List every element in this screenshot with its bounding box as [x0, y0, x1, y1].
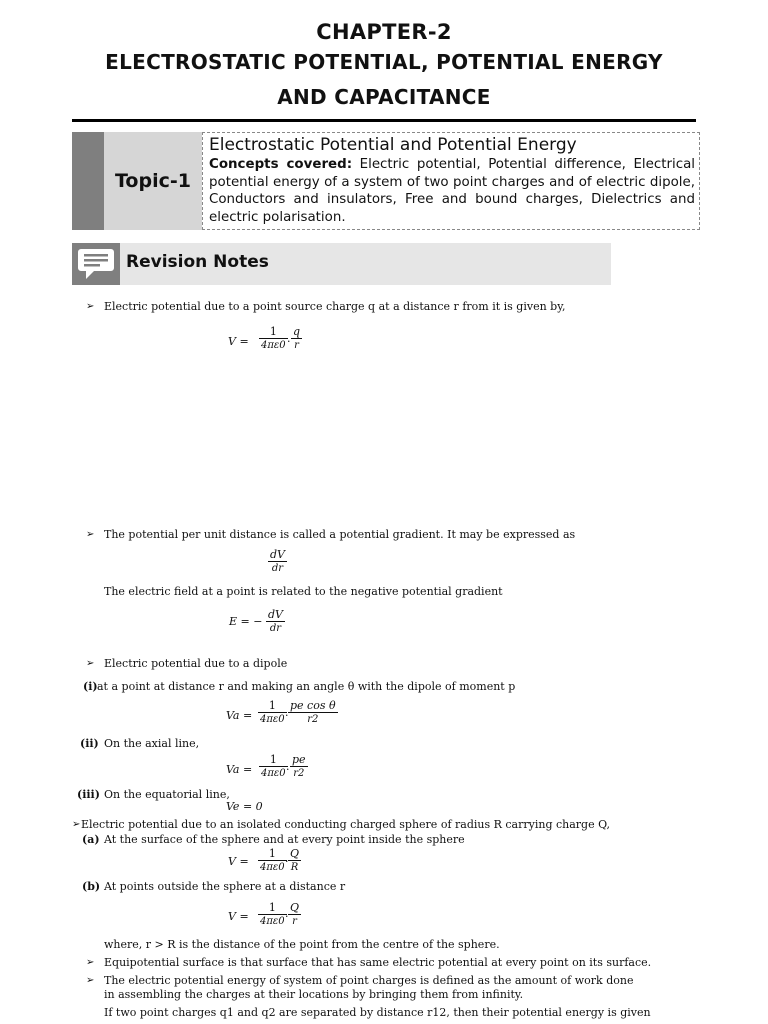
fraction-pe-over-r2: $\frac{pe}{r2}$ — [292, 753, 306, 779]
topic-accent-bar — [72, 132, 104, 230]
bullet-arrow: ➢ — [86, 301, 95, 312]
eq-v-label: V = — [228, 335, 249, 348]
eq-e-label: E = − — [229, 615, 263, 628]
bullet-arrow: ➢ — [72, 819, 81, 830]
multiply-dot: · — [285, 709, 289, 722]
eq-va-axial-label: Va = — [226, 763, 253, 776]
title-divider — [72, 119, 696, 122]
eq-va-label: Va = — [226, 709, 253, 722]
speech-bubble-icon — [72, 243, 120, 285]
revision-notes-icon-box — [72, 243, 120, 285]
note-sphere-outside: At points outside the sphere at a distance r — [104, 880, 346, 893]
note-potential-energy-line2: in assembling the charges at their locations by bringing them from infinity. — [104, 988, 524, 1001]
note-field-gradient: The electric field at a point is related to the negative potential gradient — [104, 585, 503, 598]
topic-title: Electrostatic Potential and Potential Energy — [209, 135, 577, 155]
topic-label: Topic-1 — [104, 132, 202, 230]
fraction-1-over-4pieps0: $\frac{1}{4\pi\varepsilon 0}$ — [261, 325, 286, 351]
fraction-Q-over-R: $\frac{Q}{R}$ — [290, 847, 300, 873]
note-two-charges: If two point charges q1 and q2 are separated by distance r12, then their potential energy is given — [104, 1006, 651, 1019]
note-equipotential: Equipotential surface is that surface that has same electric potential at every point on its surface. — [104, 956, 652, 969]
note-axial-line: On the axial line, — [104, 737, 200, 750]
chapter-number: CHAPTER-2 — [316, 20, 452, 44]
eq-v-sphere-outside-label: V = — [228, 910, 249, 923]
label-a: (a) — [82, 833, 100, 846]
topic-description-box — [202, 132, 700, 230]
multiply-dot: · — [286, 763, 290, 776]
fraction-1-over-4pieps0: $\frac{1}{4\pi\varepsilon 0}$ — [260, 901, 285, 927]
multiply-dot: · — [285, 910, 289, 923]
note-sphere-potential: Electric potential due to an isolated conducting charged sphere of radius R carrying charge Q, — [81, 818, 611, 831]
eq-ve-zero: Ve = 0 — [226, 800, 263, 813]
label-b: (b) — [82, 880, 101, 893]
label-i: (i) — [83, 680, 98, 693]
fraction-q-over-r: $\frac{q}{r}$ — [293, 325, 301, 351]
note-sphere-inside: At the surface of the sphere and at every point inside the sphere — [104, 833, 465, 846]
fraction-dv-dr-field: $\frac{dV}{dr}$ — [268, 608, 283, 634]
chapter-title-line-2: AND CAPACITANCE — [277, 85, 491, 109]
fraction-dv-dr: $\frac{dV}{dr}$ — [270, 548, 285, 574]
fraction-1-over-4pieps0: $\frac{1}{4\pi\varepsilon 0}$ — [260, 699, 285, 725]
topic-concepts — [209, 156, 695, 226]
note-potential-gradient: The potential per unit distance is called a potential gradient. It may be expressed as — [104, 528, 576, 541]
label-iii: (iii) — [77, 788, 100, 801]
note-dipole-general-point: at a point at distance r and making an angle θ with the dipole of moment p — [97, 680, 516, 693]
multiply-dot: · — [287, 335, 291, 348]
revision-notes-title: Revision Notes — [126, 252, 269, 272]
bullet-arrow: ➢ — [86, 957, 95, 968]
note-point-charge-potential: Electric potential due to a point source charge q at a distance r from it is given by, — [104, 300, 566, 313]
concepts-label: Concepts covered: — [209, 157, 353, 172]
bullet-arrow: ➢ — [86, 529, 95, 540]
label-ii: (ii) — [80, 737, 99, 750]
note-dipole-potential: Electric potential due to a dipole — [104, 657, 288, 670]
note-sphere-where: where, r > R is the distance of the point from the centre of the sphere. — [104, 938, 500, 951]
fraction-1-over-4pieps0: $\frac{1}{4\pi\varepsilon 0}$ — [261, 753, 286, 779]
concepts-text: Electric potential, Potential difference, Electrical potential energy of a system of two point charges and of electric dipole, Conductors and insulators, Free and bound charges, Dielectrics and electric polarisation. — [209, 157, 695, 225]
fraction-pe-cos-over-r2: $\frac{\text{pe cos θ}}{r2}$ — [290, 699, 336, 725]
multiply-dot: · — [285, 855, 289, 868]
note-potential-energy-line1: The electric potential energy of system of point charges is defined as the amount of work done — [104, 974, 634, 987]
note-equatorial-line: On the equatorial line, — [104, 788, 230, 801]
bullet-arrow: ➢ — [86, 658, 95, 669]
fraction-1-over-4pieps0: $\frac{1}{4\pi\varepsilon 0}$ — [260, 847, 285, 873]
eq-v-sphere-inside-label: V = — [228, 855, 249, 868]
bullet-arrow: ➢ — [86, 975, 95, 986]
chapter-title-line-1: ELECTROSTATIC POTENTIAL, POTENTIAL ENERGY — [105, 50, 663, 74]
fraction-Q-over-r: $\frac{Q}{r}$ — [290, 901, 300, 927]
